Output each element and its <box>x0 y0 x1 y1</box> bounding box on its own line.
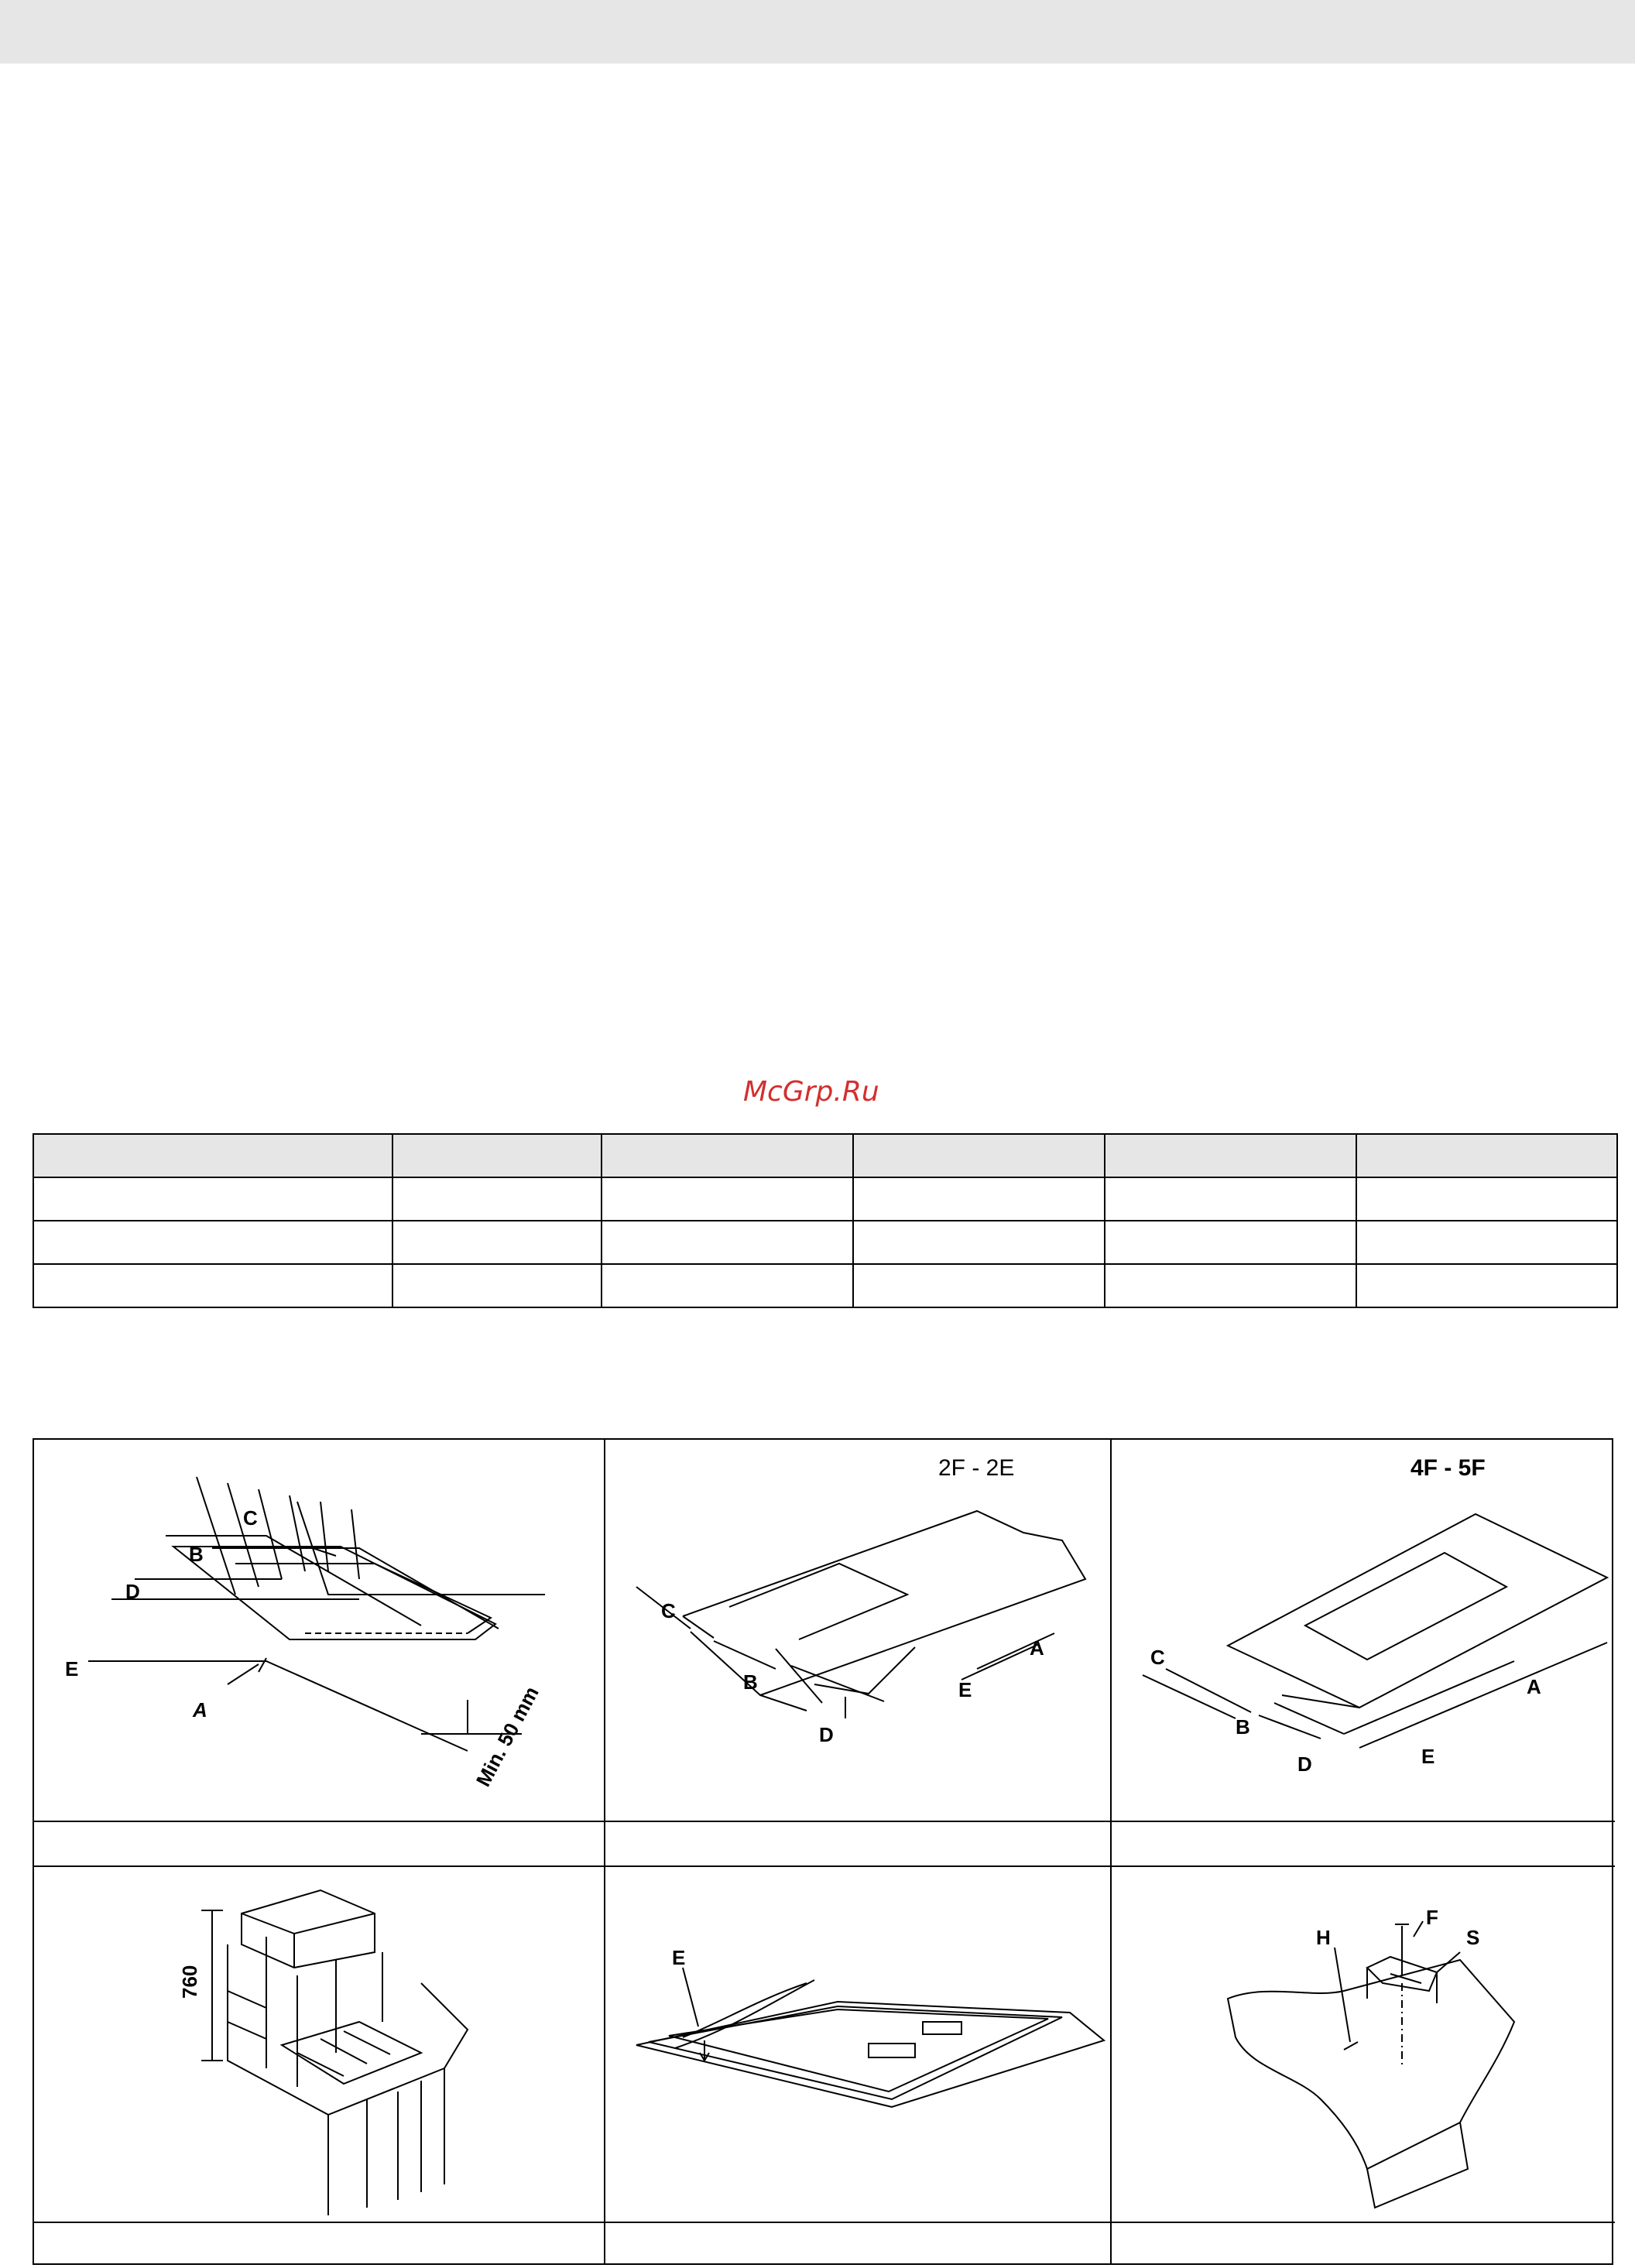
label-d: D <box>1297 1752 1312 1776</box>
table-cell <box>33 1177 392 1221</box>
table-cell <box>1105 1264 1356 1307</box>
label-d: D <box>819 1723 834 1746</box>
figure-2f-2e <box>605 1440 1112 1822</box>
label-f: F <box>1426 1906 1438 1929</box>
table-row <box>33 1264 1617 1307</box>
table-cell <box>1105 1177 1356 1221</box>
table-cell <box>1356 1177 1617 1221</box>
label-h: H <box>1316 1926 1331 1949</box>
cutout-wall-diagram <box>34 1440 604 1821</box>
label-c: C <box>661 1599 676 1622</box>
table-cell <box>1356 1221 1617 1264</box>
label-c: C <box>243 1506 258 1530</box>
label-a: A <box>1527 1675 1541 1698</box>
label-b: B <box>743 1670 758 1694</box>
label-c: C <box>1150 1646 1165 1669</box>
figure-cutout-wall <box>34 1440 605 1822</box>
label-s: S <box>1466 1926 1480 1949</box>
table-cell <box>33 1221 392 1264</box>
label-e: E <box>958 1678 972 1701</box>
label-e: E <box>672 1946 686 1969</box>
table-header-row <box>33 1134 1617 1177</box>
figure-caption <box>1112 2223 1615 2265</box>
label-d: D <box>125 1580 140 1603</box>
label-e: E <box>65 1657 79 1680</box>
model-title: 4F - 5F <box>1410 1455 1486 1481</box>
table-cell <box>392 1134 602 1177</box>
table-cell <box>1105 1134 1356 1177</box>
min-clearance-label: Min. 50 mm <box>471 1682 543 1790</box>
table-cell <box>392 1177 602 1221</box>
figure-hob-underside <box>605 1867 1112 2223</box>
figure-caption <box>34 1822 605 1867</box>
figure-hood-height <box>34 1867 605 2223</box>
figure-caption <box>1112 1822 1615 1867</box>
table-cell <box>853 1177 1105 1221</box>
table-cell <box>602 1264 853 1307</box>
table-row <box>33 1221 1617 1264</box>
table-cell <box>33 1264 392 1307</box>
table-cell <box>602 1134 853 1177</box>
table-cell <box>853 1221 1105 1264</box>
table-cell <box>1105 1221 1356 1264</box>
cutout-2f-2e-diagram <box>605 1440 1110 1821</box>
figure-caption <box>605 2223 1112 2265</box>
hob-underside-diagram <box>605 1867 1110 2222</box>
label-e: E <box>1421 1745 1435 1768</box>
table-row <box>33 1177 1617 1221</box>
table-cell <box>602 1221 853 1264</box>
label-b: B <box>1236 1715 1250 1739</box>
model-title: 2F - 2E <box>938 1455 1015 1481</box>
table-cell <box>1356 1264 1617 1307</box>
hood-height-diagram <box>34 1867 604 2222</box>
figure-4f-5f <box>1112 1440 1615 1822</box>
cutout-4f-5f-diagram <box>1112 1440 1613 1821</box>
installation-figures-grid <box>33 1438 1613 2265</box>
table-cell <box>1356 1134 1617 1177</box>
fixing-bracket-diagram <box>1112 1867 1613 2222</box>
table-cell <box>33 1134 392 1177</box>
table-cell <box>392 1221 602 1264</box>
dimension-table <box>33 1133 1618 1308</box>
hood-height-label: 760 <box>178 1965 201 1999</box>
figure-fixing-bracket <box>1112 1867 1615 2223</box>
figure-caption <box>605 1822 1112 1867</box>
page-header-bar <box>0 0 1635 63</box>
label-b: B <box>189 1543 204 1566</box>
watermark: McGrp.Ru <box>743 1076 879 1108</box>
table-cell <box>853 1264 1105 1307</box>
label-a: A <box>193 1698 207 1722</box>
table-cell <box>853 1134 1105 1177</box>
figure-caption <box>34 2223 605 2265</box>
table-cell <box>602 1177 853 1221</box>
label-a: A <box>1030 1636 1044 1660</box>
table-cell <box>392 1264 602 1307</box>
